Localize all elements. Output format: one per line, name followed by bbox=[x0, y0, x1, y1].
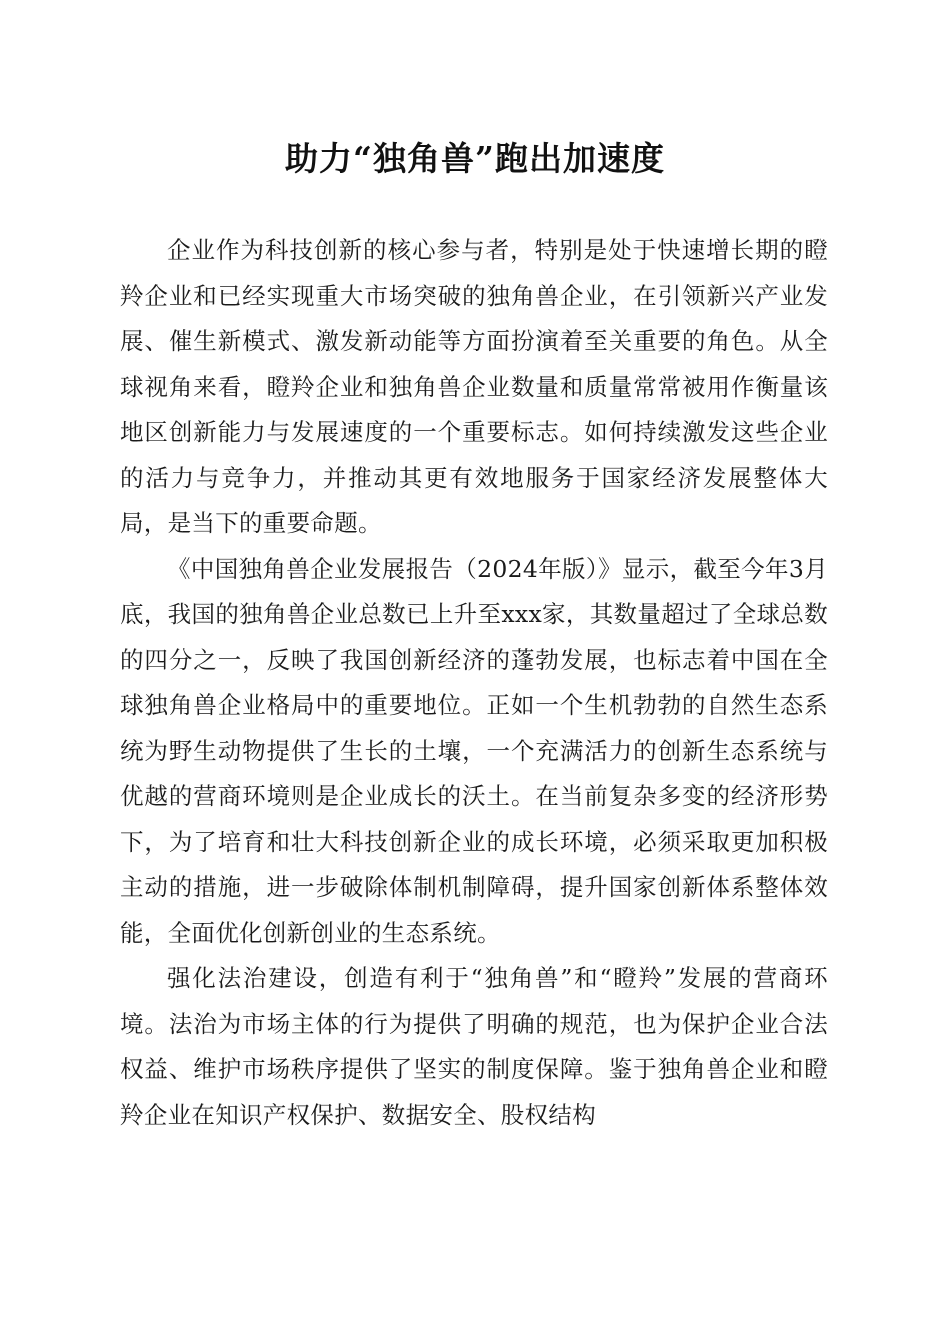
document-title: 助力“独角兽”跑出加速度 bbox=[285, 139, 665, 178]
paragraph: 《中国独角兽企业发展报告（2024年版）》显示，截至今年3月底，我国的独角兽企业总数已上升至xxx家，其数量超过了全球总数的四分之一，反映了我国创新经济的蓬勃发展，也标志着中国在全球独角兽企业格局中的重要地位。正如一个生机勃勃的自然生态系统为野生动物提供了生长的土壤，一个充满活力的创新生态系统与优越的营商环境则是企业成长的沃土。在当前复杂多变的经济形势下，为了培育和壮大科技创新企业的成长环境，必须采取更加积极主动的措施，进一步破除体制机制障碍，提升国家创新体系整体效能，全面优化创新创业的生态系统。 bbox=[120, 554, 828, 947]
document-body bbox=[120, 228, 828, 1138]
paragraph: 企业作为科技创新的核心参与者，特别是处于快速增长期的瞪羚企业和已经实现重大市场突破的独角兽企业，在引领新兴产业发展、催生新模式、激发新动能等方面扮演着至关重要的角色。从全球视角来看，瞪羚企业和独角兽企业数量和质量常常被用作衡量该地区创新能力与发展速度的一个重要标志。如何持续激发这些企业的活力与竞争力，并推动其更有效地服务于国家经济发展整体大局，是当下的重要命题。 bbox=[120, 236, 828, 537]
paragraph: 强化法治建设，创造有利于“独角兽”和“瞪羚”发展的营商环境。法治为市场主体的行为提供了明确的规范，也为保护企业合法权益、维护市场秩序提供了坚实的制度保障。鉴于独角兽企业和瞪羚企业在知识产权保护、数据安全、股权结构 bbox=[120, 964, 828, 1129]
